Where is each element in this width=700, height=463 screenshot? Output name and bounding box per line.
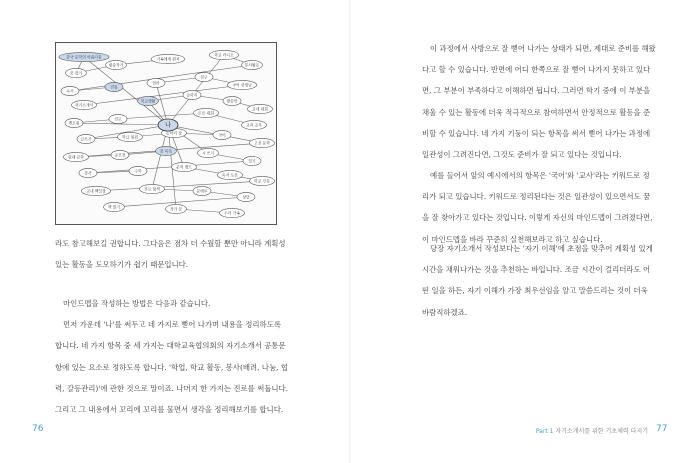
text-line: 마인드맵을 작성하는 방법은 다음과 같습니다. — [63, 299, 211, 308]
mind-map-node — [183, 90, 201, 99]
running-head-part: Part 1 — [535, 428, 554, 435]
mind-map-node — [61, 86, 79, 95]
mind-map-node-label: 글쓰기 — [80, 136, 92, 142]
mind-map-node — [147, 78, 165, 87]
mind-map-node-label: 교과 공부 — [246, 122, 262, 128]
mind-map-node-label: 자기소개서 — [74, 102, 94, 108]
mind-map-node — [248, 104, 273, 113]
mind-map-node-label: 동아리 — [186, 92, 198, 98]
mind-map-node — [227, 80, 256, 89]
mind-map-node — [104, 202, 125, 211]
mind-map-node-label: 책 읽기 — [107, 204, 121, 210]
mind-map-node — [118, 132, 143, 141]
mind-map-node-label: 학교 라디오 — [214, 52, 234, 58]
mind-map-node — [220, 208, 245, 217]
text-line: 떤 일을 하든, 자기 이해가 가장 최우선임을 알고 말씀드리는 것이 더욱 — [422, 286, 648, 296]
mind-map-node — [66, 68, 87, 77]
mind-map-node-label: 작가 꿈 — [169, 206, 183, 212]
text-line: 을 잘 찾아가고 있다는 것입니다. 이렇게 자신의 마인드맵이 그려졌다면, — [422, 213, 653, 223]
mind-map-node — [250, 138, 275, 147]
mind-map-node — [77, 134, 95, 143]
mind-map-node-label: 방송작가 — [108, 62, 124, 68]
mind-map-node-label: 진로 — [114, 116, 122, 122]
mind-map-node-label: 토론 대회 — [198, 110, 214, 116]
mind-map-node-label: 일기 — [248, 158, 256, 164]
mind-map-node — [59, 52, 109, 61]
mind-map-node — [250, 176, 275, 185]
mind-map-node — [151, 54, 184, 63]
mind-map-node-label: 수학 — [134, 168, 142, 174]
mind-map-node — [242, 120, 267, 129]
mind-map-node-label: 꿈 잡기 — [69, 70, 83, 76]
mind-map-node — [172, 162, 197, 171]
mind-map-node-label: 교내 백일장 — [86, 188, 106, 194]
text-line: 항에 있는 요소로 정하도록 합니다. '학업, 학교 활동, 봉사(배려, 나눔, 협 — [55, 362, 288, 372]
mind-map-node — [242, 60, 263, 69]
mind-map-node-label: 학교생활 — [140, 98, 156, 104]
text-line: 면, 그 부분이 부족하다고 이해하면 됩니다. 그러면 학기 중에 이 부분을 — [422, 86, 651, 96]
text-line: 예를 들어서 앞의 예시에서의 항목은 '국어'와 '교사'라는 키워드로 정 — [430, 171, 650, 180]
text-line: 그리고 그 내용에서 꼬리에 꼬리를 물면서 생각을 정리해보기를 합니다. — [55, 405, 284, 415]
mind-map-node-label: 방송반 — [226, 98, 238, 104]
mind-map-node-label: 학교 신문 — [254, 178, 270, 184]
mind-map-node — [129, 166, 147, 175]
mind-map-node — [111, 150, 129, 159]
mind-map-link — [96, 181, 262, 191]
method-paragraph — [55, 293, 289, 420]
mind-map-node — [193, 186, 211, 195]
mind-map-node-label: 엄마 — [152, 80, 160, 86]
mind-map-node-label: 동아리 장 — [166, 130, 182, 136]
mind-map-node-label: 봉사 — [84, 170, 92, 176]
mind-map-node — [243, 156, 261, 165]
text-line: 리가 되고 있습니다. 키워드로 정리된다는 것은 일관성이 있으면서도 꿈 — [422, 192, 651, 202]
mind-map-node-label: 한국 문학의 아름다움 — [66, 54, 102, 60]
mind-map-node — [64, 152, 89, 161]
mind-map-node-label: 봉사활동 — [244, 62, 260, 68]
text-line: 력, 갈등관리)'에 관한 것으로 말이죠. 나머지 한 가지는 진로를 써둡니다. — [55, 383, 289, 393]
text-line: 라도 참고해보길 권합니다. 그다음은 점차 더 수월할 뿐만 아니라 계획성 — [55, 239, 286, 248]
mind-map-node — [72, 100, 97, 109]
mind-map-node-label: 친구 — [200, 74, 208, 80]
mind-map-node-label: 학급 임원 — [122, 134, 138, 140]
mind-map-node-label: 가족에게 편지 — [156, 56, 180, 62]
mind-map-node — [198, 148, 219, 157]
text-line: 바람직하겠죠. — [422, 307, 468, 317]
mind-map-node — [109, 114, 127, 123]
mind-map-node — [194, 108, 219, 117]
page-gutter — [349, 0, 351, 463]
mind-map-node — [106, 60, 127, 69]
text-line: 먼저 가운데 '나'를 써두고 네 가지로 뻗어 나가며 내용을 정리하도록 — [63, 320, 281, 330]
running-head-title: 자기소개서를 위한 기초체력 다지기 — [555, 428, 648, 435]
mind-map-diagram — [56, 43, 276, 224]
text-line: 이 과정에서 사방으로 잘 뻗어 나가는 상태가 되면, 제대로 준비를 해왔 — [430, 44, 656, 53]
mind-map-node — [237, 192, 255, 201]
mind-map-node — [195, 72, 213, 81]
mind-map-node-label: 시 쓰기 — [201, 150, 215, 156]
mind-map-node-label: 공모전 — [114, 152, 126, 158]
mind-map-node — [140, 184, 165, 193]
mind-map-node-label: 진로 탐색 — [144, 186, 160, 192]
mind-map-node-label: 독서 — [66, 88, 74, 94]
mind-map-node-label: 국어 선생님 — [232, 82, 252, 88]
mind-map-node-label: 교내 대회 — [252, 106, 268, 112]
mind-map-node — [209, 50, 238, 59]
mind-map-center-label: 나 — [165, 122, 171, 129]
paragraph-3 — [422, 238, 653, 323]
mind-map-node-label: 멘토링 — [68, 120, 80, 126]
mind-map-node-label: 문학 캠프 — [176, 164, 192, 170]
page-number-left: 76 — [32, 424, 44, 434]
text-line: 일관성이 그려진다면, 그것도 준비가 잘 되고 있다는 것입니다. — [422, 150, 622, 160]
mind-map-node-label: 독서 토론 — [222, 172, 238, 178]
mind-map-node — [65, 118, 83, 127]
mind-map-node-label: 현대 문학 — [68, 154, 84, 160]
running-head — [536, 426, 648, 435]
mind-map-node — [105, 82, 123, 91]
mind-map-node-label: 상담 — [242, 194, 250, 200]
mind-map-figure — [55, 42, 277, 225]
mind-map-node-label: 국어 — [218, 132, 226, 138]
text-line: 다고 할 수 있습니다. 반면에 어디 한쪽으로 잘 뻗어 나가지 못하고 있다 — [422, 65, 651, 75]
mind-map-node-label: 문예부 — [196, 188, 208, 194]
mind-map-node — [166, 204, 187, 213]
mind-map-node — [79, 168, 97, 177]
mind-map-node-label: 전통 — [110, 84, 118, 90]
mind-map-node — [138, 96, 159, 105]
mind-map-node — [156, 146, 177, 155]
mind-map-node — [223, 96, 241, 105]
mind-map-center — [158, 119, 178, 131]
mind-map-node — [81, 186, 110, 195]
mind-map-node-label: 우리 가족 — [224, 210, 240, 216]
text-line: 당장 자기소개서 작성보다는 '자기 이해'에 초점을 맞추어 계획성 있게 — [430, 244, 653, 253]
text-line: 시간을 채워나가는 것을 추천하는 바입니다. 조금 시간이 걸리더라도 어 — [422, 265, 651, 275]
mind-map-node — [218, 170, 243, 179]
text-line: 이 마인드맵을 바라 꾸준히 실천해보라고 하고 싶습니다. — [422, 234, 603, 244]
text-line: 비할 수 있습니다. 네 가지 기둥이 되는 항목을 써서 뻗어 나가는 과정에 — [422, 128, 651, 138]
continuation-paragraph — [55, 233, 286, 275]
text-line: 있는 활동을 도모하기가 쉽기 때문입니다. — [55, 260, 189, 270]
text-line: 채울 수 있는 활동에 더욱 적극적으로 참여하면서 안정적으로 활동을 준 — [422, 107, 651, 117]
mind-map-node-label: 꿈 목록 — [159, 148, 173, 154]
text-line: 합니다. 네 가지 항목 중 세 가지는 대학교육협의회의 자기소개서 공통문 — [55, 341, 286, 351]
paragraph-1 — [422, 38, 656, 165]
mind-map-node — [213, 130, 231, 139]
page-number-right: 77 — [656, 424, 668, 434]
mind-map-link — [84, 57, 168, 125]
mind-map-node-label: 고전 문학 — [254, 140, 270, 146]
